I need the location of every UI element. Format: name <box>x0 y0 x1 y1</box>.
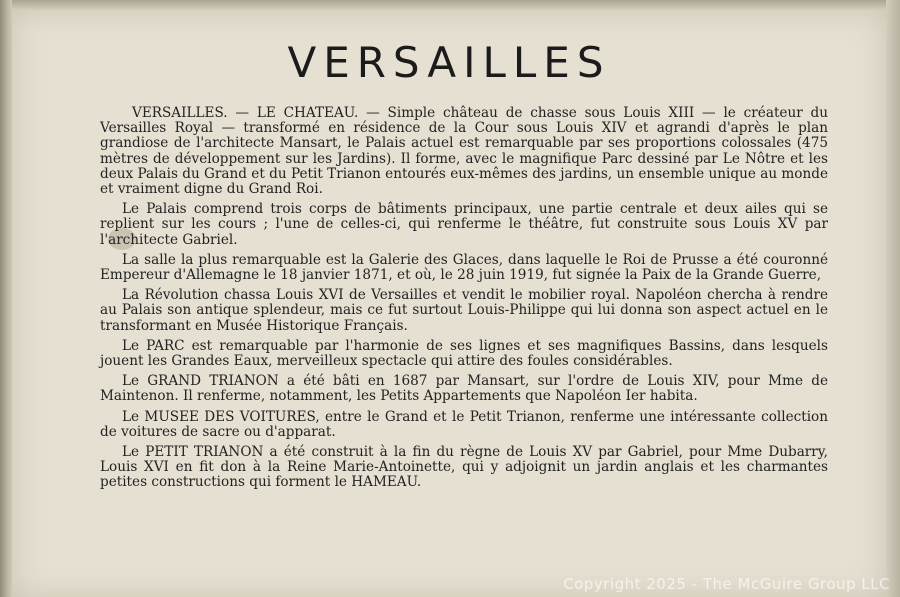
paragraph-grand-trianon: Le GRAND TRIANON a été bâti en 1687 par Mansart, sur l'ordre de Louis XIV, pour Mme de Maintenon. Il renferme, notamment, les Petits Appartements que Napoléon Ier habita. <box>100 373 828 405</box>
book-top-edge <box>0 0 900 10</box>
paragraph-petit-trianon: Le PETIT TRIANON a été construit à la fin du règne de Louis XV par Gabriel, pour Mme Dubarry, Louis XVI en fit don à la Reine Marie-Antoinette, qui y adjoignit un jardin anglais et les charmantes petites constructions qui forment le HAMEAU. <box>100 444 828 491</box>
paragraph-galerie: La salle la plus remarquable est la Galerie des Glaces, dans laquelle le Roi de Prusse a été couronné Empereur d'Allemagne le 18 janvier 1871, et où, le 28 juin 1919, fut signée la Paix de la Grande Guerre, <box>100 251 828 284</box>
paragraph-parc: Le PARC est remarquable par l'harmonie de ses lignes et ses magnifiques Bassins, dans lesquels jouent les Grandes Eaux, merveilleux spectacle qui attire des foules considérables. <box>100 337 828 370</box>
paragraph-palais: Le Palais comprend trois corps de bâtiments principaux, une partie centrale et deux ailes qui se replient sur les cours ; l'une de celles-ci, qui renferme le théâtre, fut construite sous Louis XV par l'architecte Gabriel. <box>100 201 828 248</box>
paragraph-chateau: VERSAILLES. — LE CHATEAU. — Simple château de chasse sous Louis XIII — le créateur du Versailles Royal — transformé en résidence de la Cour sous Louis XIV et agrandi d'après le plan grandiose de l'architecte Mansart, le Palais actuel est remarquable par ses proportions colossales (475 mètres de développement sur les Jardins). Il forme, avec le magnifique Parc dessiné par Le Nôtre et les deux Palais du Grand et du Petit Trianon entourés eux-mêmes des jardins, un ensemble unique au monde et vraiment digne du Grand Roi. <box>100 105 828 198</box>
book-right-edge <box>886 0 900 597</box>
book-left-edge <box>0 0 12 597</box>
paragraph-musee-voitures: Le MUSEE DES VOITURES, entre le Grand et le Petit Trianon, renferme une intéressante collection de voitures de sacre ou d'apparat. <box>100 408 828 440</box>
copyright-watermark: Copyright 2025 - The McGuire Group LLC <box>563 575 890 593</box>
text-body <box>100 106 828 496</box>
paragraph-revolution: La Révolution chassa Louis XVI de Versailles et vendit le mobilier royal. Napoléon chercha à rendre au Palais son antique splendeur, mais ce fut surtout Louis-Philippe qui lui donna son aspect actuel en le transformant en Musée Historique Français. <box>100 287 828 334</box>
document-page <box>12 10 886 597</box>
page-title: VERSAILLES <box>287 38 611 87</box>
